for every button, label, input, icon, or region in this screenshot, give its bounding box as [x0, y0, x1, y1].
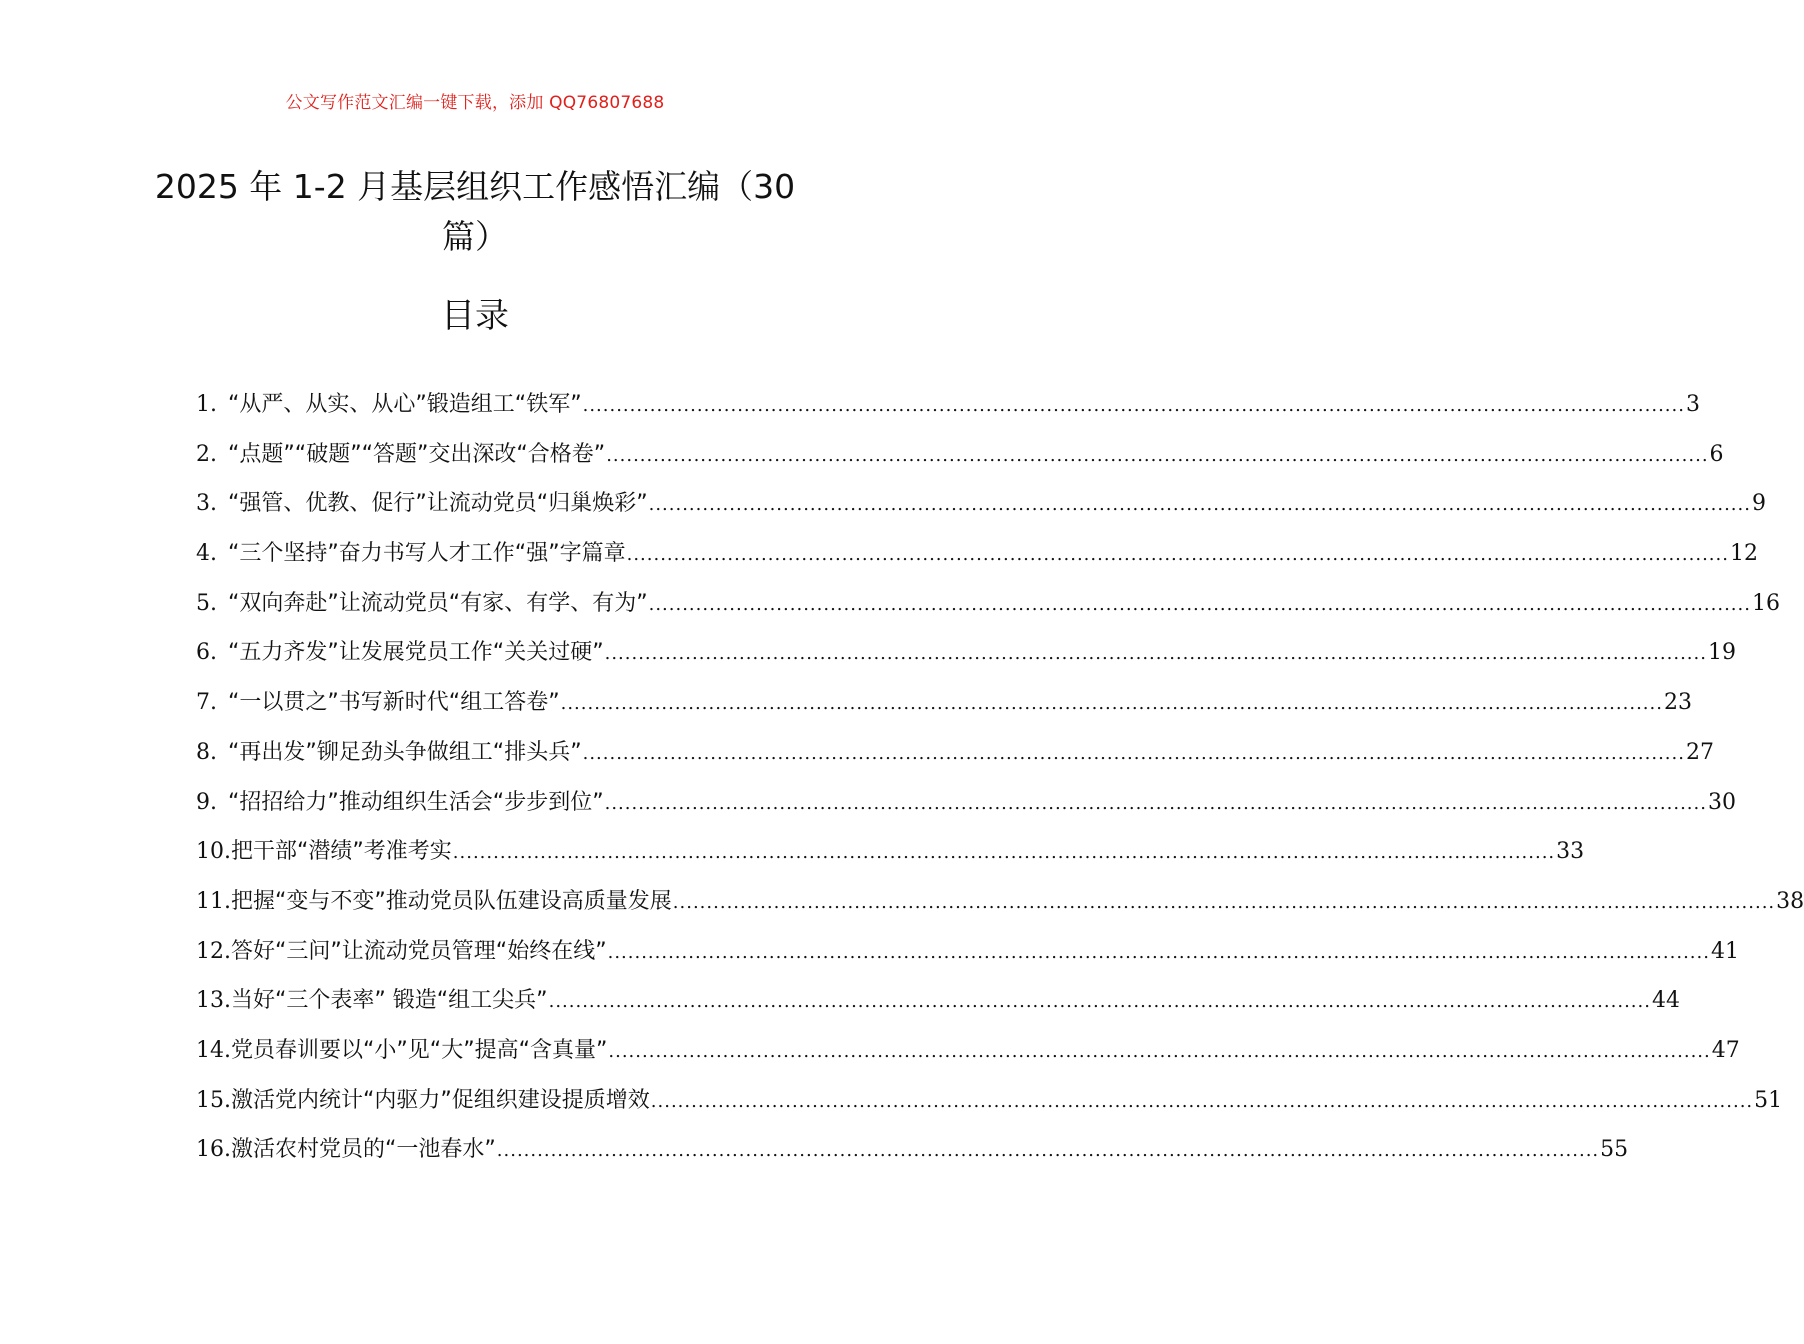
toc-entry-page: 27: [1685, 739, 1714, 765]
toc-entry-title: 激活党内统计“内驱力”促组织建设提质增效: [231, 1087, 650, 1113]
toc-entry[interactable]: [196, 785, 1736, 835]
toc-entry-title: “再出发”铆足劲头争做组工“排头兵”: [228, 739, 582, 765]
toc-entry-page: 33: [1556, 839, 1585, 865]
toc-dot-leader: [673, 892, 1775, 913]
toc-entry-title: “双向奔赴”让流动党员“有家、有学、有为”: [228, 590, 648, 616]
toc-entry-title: 答好“三问”让流动党员管理“始终在线”: [231, 938, 607, 964]
toc-heading: 目录: [441, 296, 509, 336]
toc-entry-page: 30: [1707, 789, 1736, 815]
toc-entry-title: “五力齐发”让发展党员工作“关关过硬”: [228, 640, 604, 666]
toc-entry-title: “一以贯之”书写新时代“组工答卷”: [228, 690, 560, 716]
toc-entry[interactable]: [196, 486, 1766, 536]
toc-entry-number: 6.: [196, 640, 217, 666]
toc-dot-leader: [583, 395, 1685, 416]
toc-entry-page: 38: [1776, 888, 1804, 914]
toc-dot-leader: [497, 1140, 1599, 1161]
toc-entry[interactable]: [196, 437, 1724, 487]
toc-entry-title: 党员春训要以“小”见“大”提高“含真量”: [231, 1037, 608, 1063]
toc-entry-page: 3: [1685, 392, 1700, 417]
toc-entry[interactable]: [196, 387, 1700, 437]
toc-entry-page: 51: [1754, 1087, 1783, 1113]
toc-entry-title: “点题”“破题”“答题”交出深改“合格卷”: [228, 441, 606, 467]
toc-entry-title: “强管、优教、促行”让流动党员“归巢焕彩”: [228, 491, 648, 517]
toc-entry-number: 16.: [196, 1137, 231, 1163]
toc-entry-page: 47: [1711, 1037, 1740, 1063]
toc-entry[interactable]: [196, 536, 1758, 586]
toc-dot-leader: [649, 494, 1751, 515]
toc-entry[interactable]: [196, 834, 1585, 884]
toc-entry-number: 3.: [196, 491, 217, 517]
toc-dot-leader: [605, 793, 1707, 814]
toc-entry[interactable]: [196, 1033, 1740, 1083]
toc-entry-number: 12.: [196, 938, 231, 964]
toc-dot-leader: [651, 1091, 1753, 1112]
toc-dot-leader: [549, 991, 1651, 1012]
toc-entry-number: 2.: [196, 441, 217, 467]
toc-dot-leader: [583, 743, 1685, 764]
toc-entry-page: 55: [1600, 1137, 1629, 1163]
toc-dot-leader: [608, 1041, 1710, 1062]
toc-entry-title: “从严、从实、从心”锻造组工“铁军”: [228, 392, 582, 417]
toc-entry-number: 15.: [196, 1087, 231, 1113]
toc-entry-number: 13.: [196, 988, 231, 1014]
toc-entry[interactable]: [196, 1132, 1629, 1182]
toc-dot-leader: [453, 842, 1555, 863]
toc-entry-page: 6: [1709, 441, 1724, 467]
toc-entry-number: 10.: [196, 839, 231, 865]
toc-entry-number: 11.: [196, 888, 231, 914]
toc-entry-page: 19: [1707, 640, 1736, 666]
toc-entry[interactable]: [196, 735, 1714, 785]
toc-entry-title: 当好“三个表率” 锻造“组工尖兵”: [231, 988, 548, 1014]
toc-entry[interactable]: [196, 983, 1680, 1033]
toc-entry[interactable]: [196, 1083, 1783, 1133]
table-of-contents: [196, 387, 1804, 1182]
toc-dot-leader: [627, 544, 1729, 565]
toc-entry-page: 9: [1751, 491, 1766, 517]
toc-dot-leader: [649, 594, 1751, 615]
toc-entry-title: 把握“变与不变”推动党员队伍建设高质量发展: [231, 888, 672, 914]
toc-entry[interactable]: [196, 586, 1780, 636]
toc-entry-title: “三个坚持”奋力书写人才工作“强”字篇章: [228, 541, 626, 567]
toc-entry-page: 44: [1651, 988, 1680, 1014]
toc-entry-title: 把干部“潜绩”考准考实: [231, 839, 452, 865]
toc-entry-number: 5.: [196, 590, 217, 616]
toc-entry-page: 23: [1663, 690, 1692, 716]
toc-entry-number: 14.: [196, 1037, 231, 1063]
toc-entry-number: 8.: [196, 739, 217, 765]
toc-entry-number: 1.: [196, 392, 217, 417]
toc-dot-leader: [561, 693, 1663, 714]
toc-entry[interactable]: [196, 635, 1736, 685]
toc-dot-leader: [608, 942, 1710, 963]
toc-entry-number: 4.: [196, 541, 217, 567]
toc-dot-leader: [605, 643, 1707, 664]
toc-entry-title: 激活农村党员的“一池春水”: [231, 1137, 496, 1163]
toc-dot-leader: [606, 445, 1708, 466]
toc-entry[interactable]: [196, 685, 1692, 735]
toc-entry-page: 41: [1710, 938, 1739, 964]
toc-entry-page: 12: [1729, 541, 1758, 567]
document-title: 2025 年 1-2 月基层组织工作感悟汇编（30 篇）: [154, 167, 796, 256]
toc-entry-number: 7.: [196, 690, 217, 716]
toc-entry[interactable]: [196, 884, 1804, 934]
download-notice: 公文写作范文汇编一键下载，添加 QQ76807688: [285, 93, 665, 113]
toc-entry[interactable]: [196, 934, 1739, 984]
toc-entry-title: “招招给力”推动组织生活会“步步到位”: [228, 789, 604, 815]
toc-entry-number: 9.: [196, 789, 217, 815]
toc-entry-page: 16: [1751, 590, 1780, 616]
